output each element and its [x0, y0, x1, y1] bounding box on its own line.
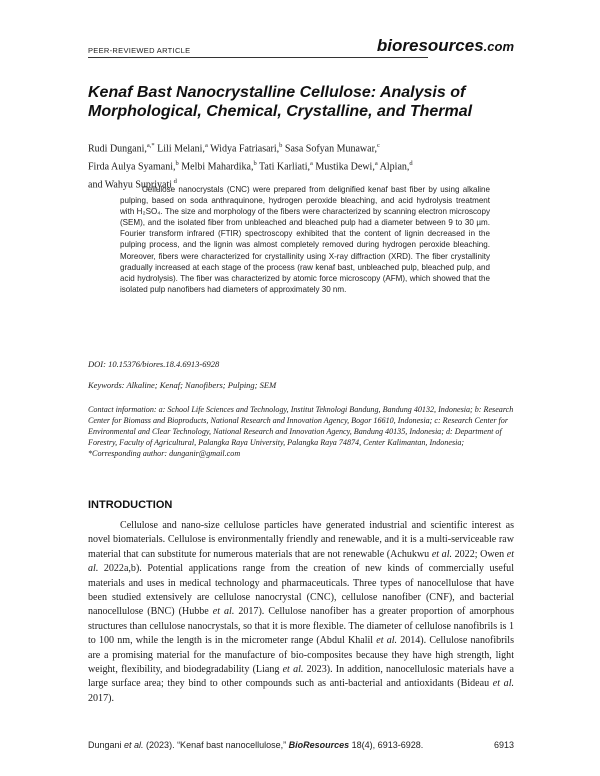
intro-text-segment: 2022; Owen	[452, 548, 507, 560]
author: Tati Karliati,	[256, 161, 310, 173]
intro-text-segment: 2023). In addition, nanocellulosic materials have a large surface area; they bind to other compounds such as anti-bacterial and antioxidants (Bideau	[88, 664, 515, 690]
author: Mustika Dewi,	[312, 161, 375, 173]
contact-information: Contact information: a: School Life Sciences and Technology, Institut Teknologi Bandung, Bandung 40132, Indonesia; b: Research Center for Biomass and Bioproducts, National Research and Innovation Agency, Bogor 16610, Indonesia; c: Research Center for Environmental and Clear Technology, National Research and Innovation Agency, Bandung 40135, Indonesia; d: Department of Forestry, Faculty of Agricultural, Palangka Raya University, Palangka Raya 74874, Center Kalimantan, Indonesia; *Corresponding author: dunganir@gmail.com	[88, 405, 514, 459]
brand-name: bioresources	[376, 36, 484, 55]
intro-text-segment: 2017).	[88, 692, 114, 704]
brand-suffix: .com	[483, 39, 514, 54]
author: Widya Fatriasari,	[207, 143, 280, 155]
introduction-paragraph	[88, 519, 514, 706]
keywords-line: Keywords: Alkaline; Kenaf; Nanofibers; Pulping; SEM	[88, 380, 277, 390]
author-affiliation: b	[279, 142, 283, 149]
page-number: 6913	[493, 740, 514, 750]
author: and Wahyu Supriyati	[88, 178, 172, 190]
author-affiliation: c	[377, 142, 380, 149]
citation-etal: et al.	[282, 664, 304, 676]
section-heading-introduction: INTRODUCTION	[88, 499, 173, 511]
author-affiliation: a	[309, 159, 313, 167]
author: Sasa Sofyan Munawar,	[282, 143, 378, 155]
citation-etal: et al.	[431, 548, 453, 560]
footer-citation	[88, 740, 423, 750]
author: Firda Aulya Syamani,	[88, 161, 176, 173]
citation-etal: et al.	[376, 635, 398, 647]
peer-reviewed-label: PEER-REVIEWED ARTICLE	[88, 46, 191, 55]
intro-text-segment: 2017). Cellulose nanofiber has a greater proportion of amorphous structures than cellulose nanocrystals, so that it is more flexible. The diameter of cellulose nanofibrils is 1 to 100 nm, while the length is in the micrometer range (Abdul Khalil	[88, 606, 514, 647]
intro-text-segment: 2022a,b). Potential applications range from the creation of new kinds of commercially useful materials and uses in medical technology and pharmaceuticals. Three types of nanocellulose that have been studied extensively are cellulose nanocrystal (CNC), cellulose nanofiber (CNF), and bacterial nanocellulose (BNC) (Hubbe	[88, 563, 514, 618]
author: Rudi Dungani,	[88, 143, 147, 155]
running-header	[88, 36, 514, 60]
author-affiliation: a	[204, 142, 208, 149]
author-affiliation: d	[172, 177, 177, 185]
citation-etal: et al.	[492, 678, 515, 690]
footer-issue: 18(4), 6913-6928.	[349, 740, 424, 750]
footer-etal: et al.	[124, 740, 144, 750]
author-affiliation: b	[253, 159, 257, 167]
author-affiliation: a,*	[146, 142, 155, 149]
footer-title: (2023). “Kenaf bast nanocellulose,”	[143, 740, 289, 750]
citation-etal: et al.	[212, 606, 235, 618]
author-affiliation: a	[374, 159, 378, 167]
footer-authors: Dungani	[88, 740, 125, 750]
author: Alpian,	[377, 161, 410, 173]
footer-journal: BioResources	[288, 740, 350, 750]
citation-etal: et al.	[88, 548, 514, 575]
author-affiliation: b	[175, 159, 179, 167]
journal-brand	[377, 36, 514, 56]
author: Melbi Mahardika,	[178, 161, 254, 173]
header-rule	[88, 57, 428, 58]
doi-line: DOI: 10.15376/biores.18.4.6913-6928	[88, 359, 220, 369]
author: Lili Melani,	[154, 143, 205, 155]
abstract: Cellulose nanocrystals (CNC) were prepared from delignified kenaf bast fiber by using alkaline pulping, based on soda anthraquinone, hydrogen peroxide bleaching, and acid hydrolysis treatment with H₂SO₄. The size and morphology of the fibers were characterized by scanning electron microscopy (SEM), and the isolated fiber from unbleached and bleached pulp had a diameter between 9 to 30 µm. Fourier transform infrared (FTIR) spectroscopy exhibited that the content of lignin decreased in the pulping process, and the lignin was almost completely removed during hydrogen peroxide bleaching. Moreover, fibers were characterized for crystallinity using X-ray diffraction (XRD). The fiber crystallinity gradually increased at each stage of the process (raw kenaf bast, unbleached pulp, bleached pulp, and acid hydrolysis). The fiber was characterized by atomic force microscopy (AFM), which showed that the isolated pulp nanofibers had diameters of approximately 30 nm.	[120, 185, 490, 294]
intro-text-segment: 2014). Cellulose nanofibrils are a promising material for the manufacture of bio-composites because they have high strength, light weight, flexibility, and biodegradability (Liang	[88, 635, 515, 676]
intro-text-segment: Cellulose and nano-size cellulose particles have generated industrial and scientific interest as novel biomaterials. Cellulose is environmentally friendly and renewable, and it is a multi-serviceable raw material that can substitute for numerous materials that are not renewable (Achukwu	[88, 520, 514, 560]
author-affiliation: d	[409, 159, 413, 167]
article-title: Kenaf Bast Nanocrystalline Cellulose: Analysis of Morphological, Chemical, Crystalline, and Thermal	[88, 84, 473, 120]
